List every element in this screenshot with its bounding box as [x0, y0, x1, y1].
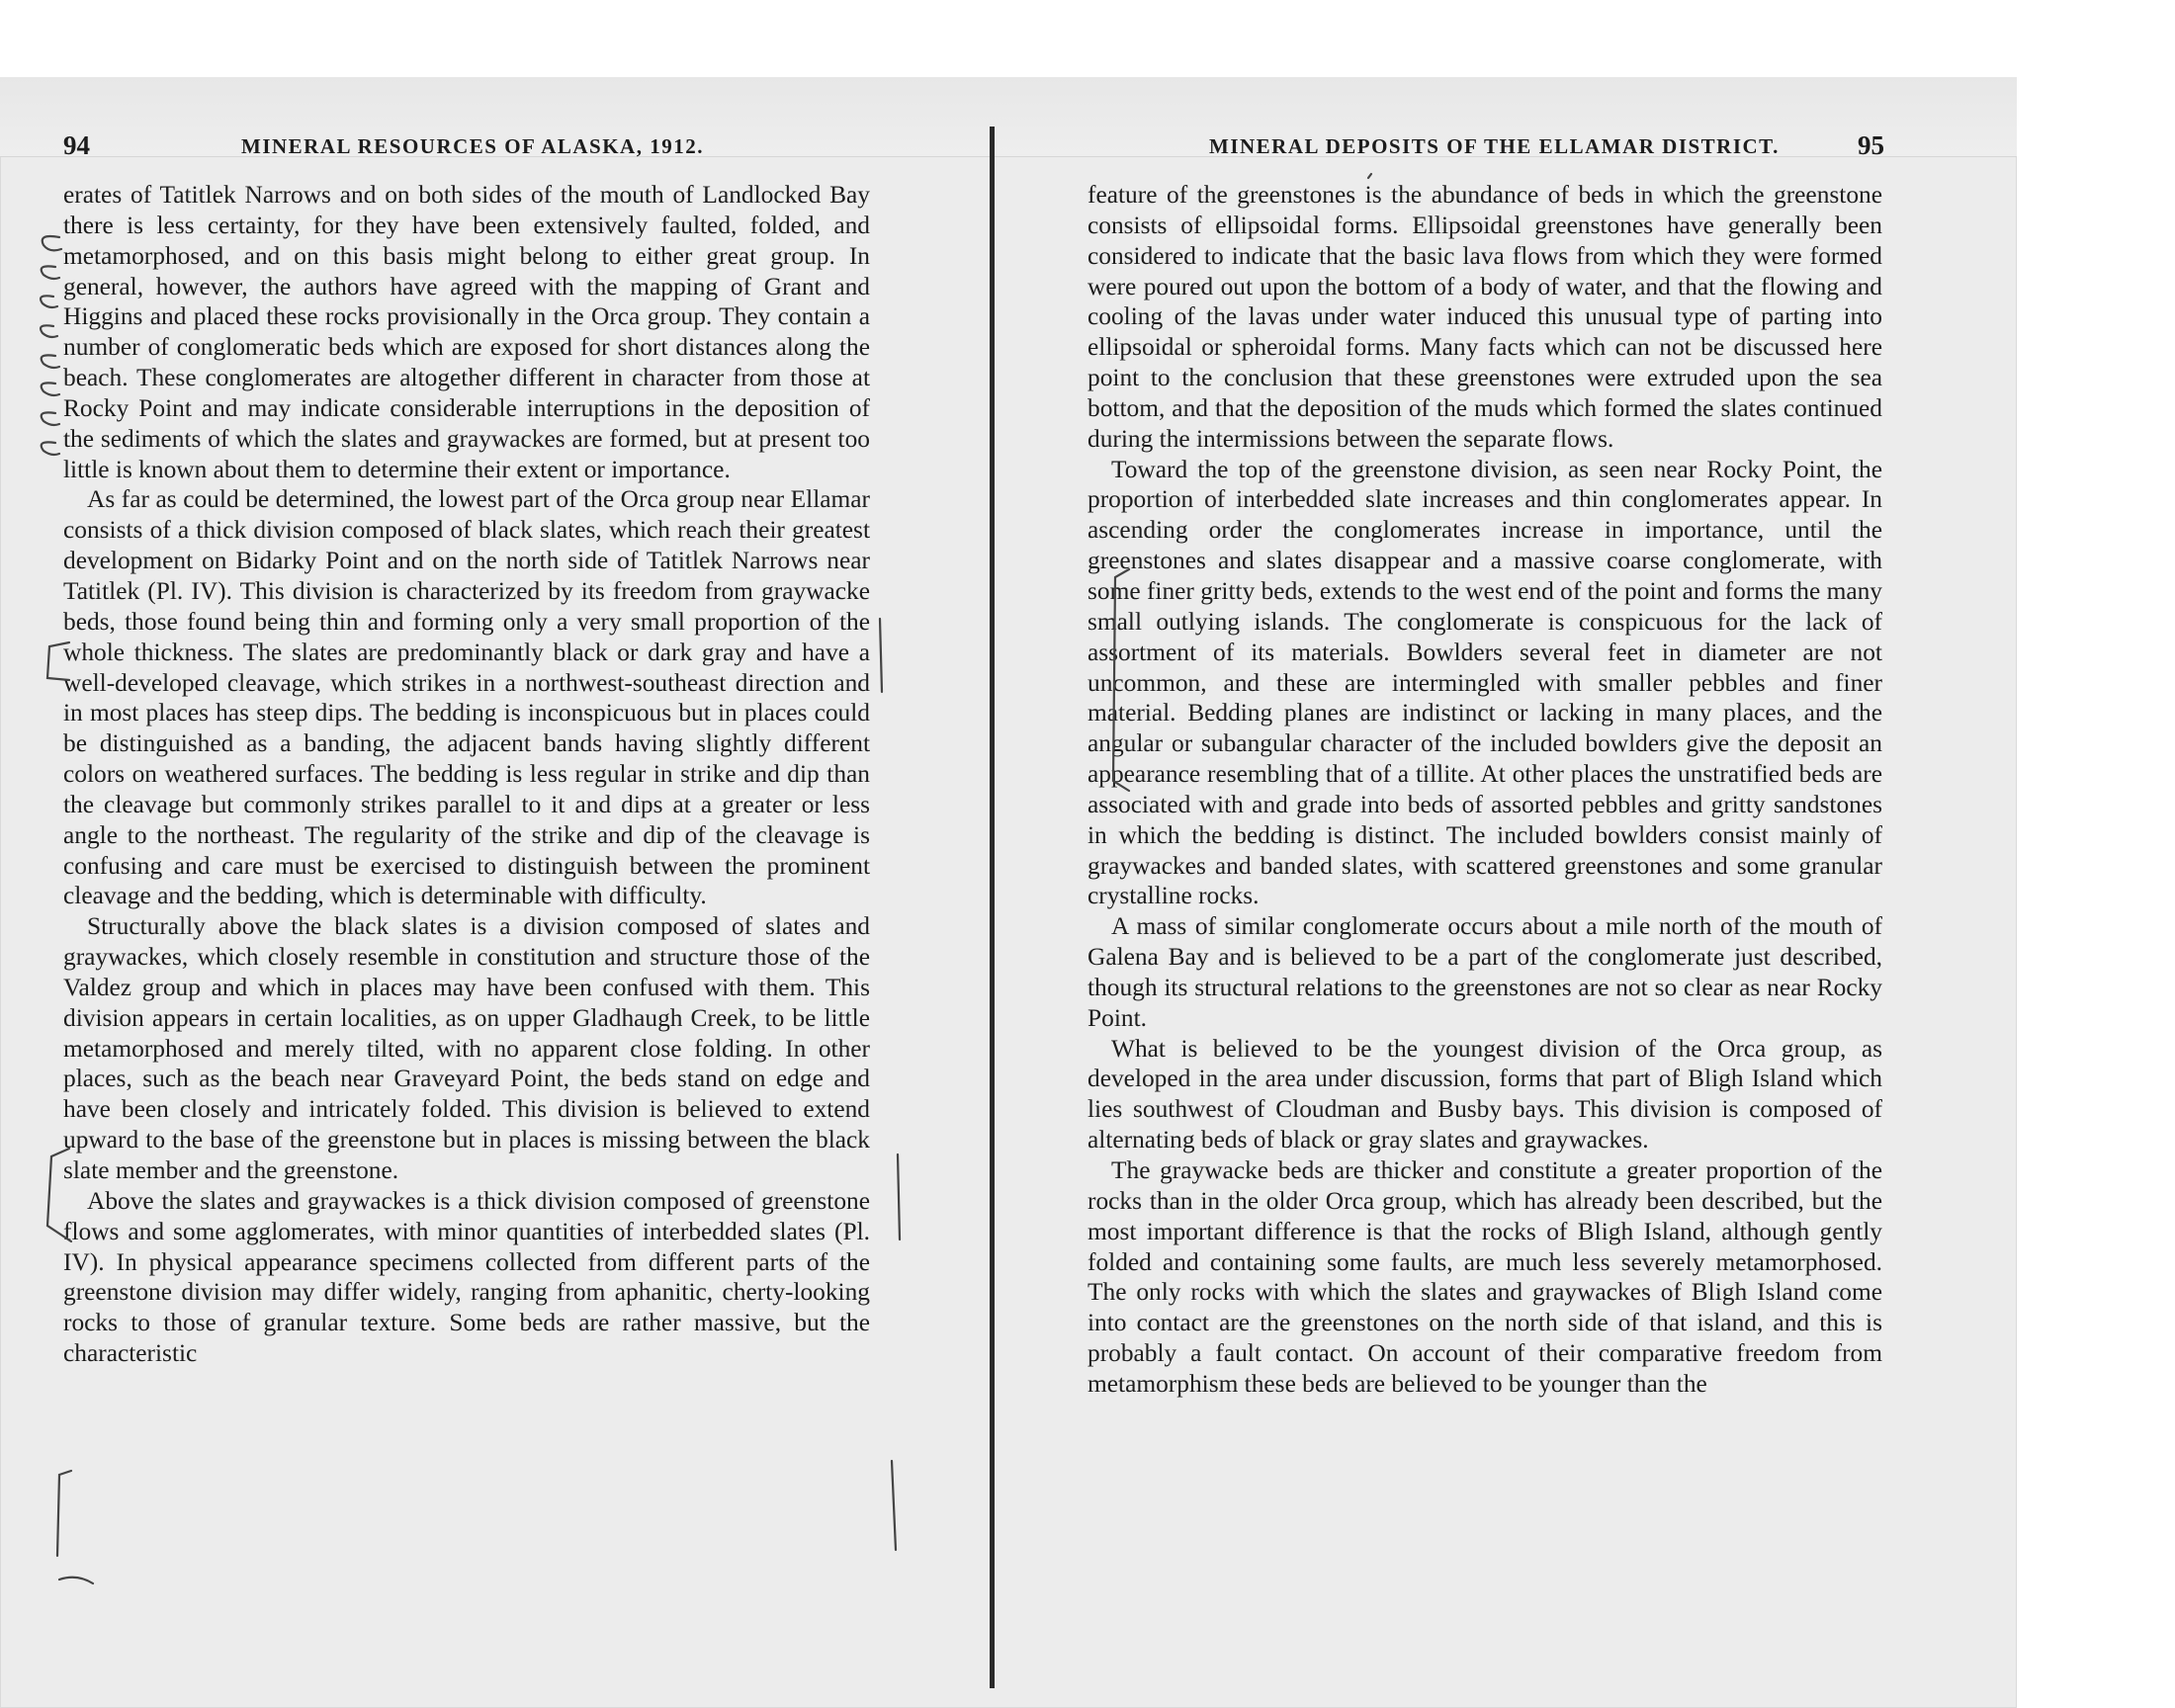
paragraph: As far as could be determined, the lowest part of the Orca group near Ellamar consists of a thick division composed of black slates, which reach their greatest development on Bidarky Point and on the north side of Tatitlek Narrows near Tatitlek (Pl. IV). This division is characterized by its freedom from graywacke beds, those found being thin and forming only a very small proportion of the whole thickness. The slates are predominantly black or dark gray and have a well-developed cleavage, which strikes in a northwest-southeast direction and in most places has steep dips. The bedding is inconspicuous but in places could be distinguished as a banding, the adjacent bands having slightly different colors on weathered surfaces. The bedding is less regular in strike and dip than the cleavage but commonly strikes parallel to it and dips at a greater or less angle to the northeast. The regularity of the strike and dip of the cleavage is confusing and care must be exercised to distinguish between the prominent cleavage and the bedding, which is determinable with difficulty. [63, 485, 870, 910]
paragraph: Above the slates and graywackes is a thick division composed of greenstone flows and some agglomerates, with minor quantities of interbedded slates (Pl. IV). In physical appearance specimens collected from different parts of the greenstone division may differ widely, ranging from aphanitic, cherty-looking rocks to those of granular texture. Some beds are rather massive, but the characteristic [63, 1186, 870, 1368]
right-running-head: MINERAL DEPOSITS OF THE ELLAMAR DISTRICT. [1209, 134, 1780, 158]
scanned-book-spread [0, 77, 2017, 1708]
right-body-text [1088, 180, 1882, 1400]
paragraph: What is believed to be the youngest division of the Orca group, as developed in the area under discussion, forms that part of Bligh Island which lies southwest of Cloudman and Busby bays. This division is composed of alternating beds of black or gray slates and graywackes. [1088, 1034, 1882, 1154]
right-page-number: 95 [1858, 130, 1884, 160]
paragraph: feature of the greenstones is the abundance of beds in which the greenstone consists of ellipsoidal forms. Ellipsoidal greenstones have generally been considered to indicate that the basic lava flows from which they were formed were poured out upon the bottom of a body of water, and that the flowing and cooling of the lavas under water induced this unusual type of parting into ellipsoidal or spheroidal forms. Many facts which can not be discussed here point to the conclusion that these greenstones were extruded upon the sea bottom, and that the deposition of the muds which formed the slates continued during the intermissions between the separate flows. [1088, 181, 1882, 453]
paragraph: A mass of similar conglomerate occurs about a mile north of the mouth of Galena Bay and is believed to be a part of the conglomerate just described, though its structural relations to the greenstones are not so clear as near Rocky Point. [1088, 912, 1882, 1032]
right-page [989, 77, 2017, 1708]
left-body-text [63, 180, 870, 1369]
paragraph: Structurally above the black slates is a division composed of slates and graywackes, which closely resemble in constitution and structure those of the Valdez group and which in places may have been confused with them. This division appears in certain localities, as on upper Gladhaugh Creek, to be little metamorphosed and merely tilted, with no apparent close folding. In other places, such as the beach near Graveyard Point, the beds stand on edge and have been closely and intricately folded. This division is believed to extend upward to the base of the greenstone but in places is missing between the black slate member and the greenstone. [63, 912, 870, 1184]
left-page-number: 94 [63, 130, 90, 160]
paragraph: Toward the top of the greenstone division, as seen near Rocky Point, the proportion of interbedded slate increases and thin conglomerates appear. In ascending order the conglomerates increase in importance, until the greenstones and slates disappear and a massive coarse conglomerate, with some finer gritty beds, extends to the west end of the point and forms the many small outlying islands. The conglomerate is conspicuous for the lack of assortment of its materials. Bowlders several feet in diameter are not uncommon, and these are intermingled with smaller pebbles and finer material. Bedding planes are indistinct or lacking in many places, and the angular or subangular character of the included bowlders give the deposit an appearance resembling that of a tillite. At other places the unstratified beds are associated with and grade into beds of assorted pebbles and gritty sandstones in which the bedding is distinct. The included bowlders consist mainly of graywackes and banded slates, with scattered greenstones and some granular crystalline rocks. [1088, 455, 1882, 910]
paragraph: The graywacke beds are thicker and constitute a greater proportion of the rocks than in the older Orca group, which has already been described, but the most important difference is that the rocks of Bligh Island, although gently folded and containing some faults, are much less severely metamorphosed. The only rocks with which the slates and graywackes of Bligh Island come into contact are the greenstones on the north side of that island, and this is probably a fault contact. On account of their comparative freedom from metamorphism these beds are believed to be younger than the [1088, 1156, 1882, 1398]
left-page [0, 77, 989, 1708]
paragraph: erates of Tatitlek Narrows and on both sides of the mouth of Landlocked Bay there is less certainty, for they have been extensively faulted, folded, and metamorphosed, and on this basis might belong to either great group. In general, however, the authors have agreed with the mapping of Grant and Higgins and placed these rocks provisionally in the Orca group. They contain a number of conglomeratic beds which are exposed for short distances along the beach. These conglomerates are altogether different in character from those at Rocky Point and may indicate considerable interruptions in the deposition of the sediments of which the slates and graywackes are formed, but at present too little is known about them to determine their extent or importance. [63, 181, 870, 483]
left-running-head: MINERAL RESOURCES OF ALASKA, 1912. [241, 134, 704, 158]
background-margin [2017, 0, 2175, 1708]
